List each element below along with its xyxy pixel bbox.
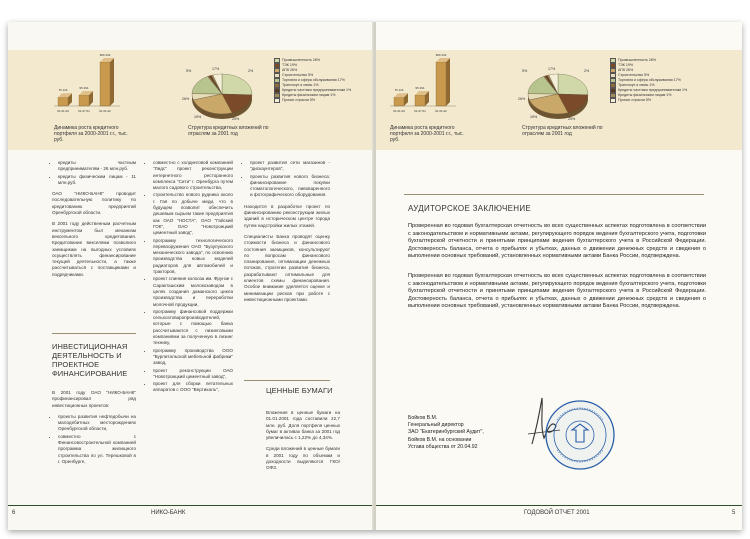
list-item: • программу производства ООО "Бурлитальской мебельной фабрики" завод, xyxy=(153,348,233,367)
investment-list xyxy=(52,414,136,465)
paragraph: Специалисты Банка проводят оценку стоимости бизнеса и финансового состояния заемщиков, консультируют по вопросам финансового планирования, оптимизации денежных потоков, стратегии развития бизнеса, разрабатывают оптимальные для клиентов схемы финансирования. Особое внимание уделяется оценке и минимизации рисков при работе с инвестиционными проектами. xyxy=(244,233,330,302)
paragraph: Среди вложений в ценные бумаги в 2001 году по объемам и доходности выделяются ГКО/ОФЗ. xyxy=(266,446,340,471)
legend-label: ТЭК 19% xyxy=(282,63,298,67)
left-page xyxy=(8,22,374,530)
right-page xyxy=(376,22,742,530)
paragraph: ОАО "НИКО-БАНК" проводит последовательную политику по кредитованию предприятий Оренбургской области. xyxy=(52,191,136,216)
pie-percent-label: 25% xyxy=(232,117,240,121)
pie-percent-label: 2% xyxy=(248,69,254,73)
legend-swatch xyxy=(274,98,280,103)
legend-label: Торговля и сфера обслуживания 17% xyxy=(282,78,345,82)
signer-name: Бойков В.М. xyxy=(408,415,438,421)
legend-label: Кредиты частным предпринимателям 1% xyxy=(618,88,688,92)
pie-percent-label: 17% xyxy=(212,67,220,71)
list-item: • проект развития сети магазинов - "дискаунтеров", xyxy=(250,160,330,173)
signature-block xyxy=(408,415,528,451)
legend-item xyxy=(610,98,687,103)
paragraph: Вложения в ценные бумаги на 01.01.2001 года составили 22,7 млн. руб. Доля портфеля ценных бумаг в активах банка за 2001 год увеличилась с 1,22% до 4,34%. xyxy=(266,410,340,441)
bar-side xyxy=(110,58,114,106)
auditor-stamp xyxy=(543,398,617,472)
left-column-3 xyxy=(244,160,330,308)
industry-pie-chart xyxy=(178,66,266,126)
list-item: • проекты развития нефтедобычи на малодебитных месторождениях Оренбургской области, xyxy=(58,414,136,433)
pie-percent-label: 17% xyxy=(548,67,556,71)
list-item: • программу технологического перевооружения ОАО "Бузулукского механического завода", по освоению производства новых моделей радиаторов для автомобилей и тракторов, xyxy=(153,238,233,276)
section-title-investment: ИНВЕСТИЦИОННАЯ ДЕЯТЕЛЬНОСТЬ И ПРОЕКТНОЕ ФИНАНСИРОВАНИЕ xyxy=(52,342,128,378)
list-item: • проекты развития нового бизнеса: финансирование покупки стоматологического, пивоваренного и фотографического оборудования. xyxy=(250,174,330,199)
section-rule xyxy=(404,194,704,195)
list-item: • проект для сборки летательных аппаратов с ООО "Вертикаль", xyxy=(153,381,233,394)
projects-list-continued xyxy=(244,160,330,199)
legend-label: Промышленность 26% xyxy=(282,58,321,62)
page-number: 6 xyxy=(12,510,16,516)
paragraph: Находится в разработке проект по финансированию реконструкции жилых зданий в историческом центре города путем надстройки жилых этажей. xyxy=(244,203,330,228)
left-column-3-lower xyxy=(266,410,340,477)
paragraph: В 2001 году действенным расчетным инструментом был механизм вексельного кредитования. Кредитование векселями позволило заемщикам на выгодных условиях осуществлять финансирование текущей деятельности, а также рассчитываться с поставщиками и подрядчиками. xyxy=(52,221,136,277)
left-column-2 xyxy=(147,160,233,399)
page-number: 5 xyxy=(732,510,736,516)
pie-percent-label: 26% xyxy=(518,97,526,101)
bar xyxy=(415,95,425,106)
footer-title: ГОДОВОЙ ОТЧЕТ 2001 xyxy=(524,510,590,516)
bar-category-label: 01.01.02 xyxy=(435,109,447,113)
left-column-1-lower xyxy=(52,390,136,470)
legend-label: Прочие отрасли 5% xyxy=(282,98,316,102)
credit-portfolio-bar-chart xyxy=(388,54,458,118)
left-column-1 xyxy=(52,160,136,283)
signer-charter: Устава общества от 20.04.92 xyxy=(408,443,478,450)
signer-title: Генеральный директор xyxy=(408,422,464,429)
pie-percent-label: 5% xyxy=(186,69,192,73)
signer-basis: Бойков В.М. на основании xyxy=(408,436,472,443)
section-title-securities: ЦЕННЫЕ БУМАГИ xyxy=(266,386,333,395)
list-item: • кредиты физическим лицам - 11 млн.руб. xyxy=(58,174,136,187)
pie-legend xyxy=(274,58,351,103)
credit-portfolio-bar-chart xyxy=(52,54,122,118)
list-item: • совместно с холдинговой компанией "Лидс" проект реконструкции интернетного ресторанного комплекса "Сити" г. Оренбурга путем малого садового строительства, xyxy=(153,160,233,191)
pie-percent-label: 19% xyxy=(194,115,202,119)
legend-label: Кредиты физическим лицам 1% xyxy=(282,93,336,97)
projects-list xyxy=(147,160,233,394)
bar xyxy=(100,62,110,106)
bar-value-label: 95 261 xyxy=(415,85,425,90)
bar-category-label: 01.01.00 xyxy=(57,109,69,113)
bar-value-label: 380 434 xyxy=(99,54,111,57)
legend-item xyxy=(274,98,351,103)
bar-value-label: 380 434 xyxy=(435,54,447,57)
legend-label: Прочие отрасли 5% xyxy=(618,98,652,102)
bar xyxy=(436,62,446,106)
pie-chart-caption: Структура кредитных вложений по отраслям за 2001 год xyxy=(522,125,603,137)
paragraph: В 2001 году ОАО "НИКО-БАНК" профинансировал ряд инвестиционных проектов: xyxy=(52,390,136,408)
intro-list xyxy=(52,160,136,186)
bar-value-label: 76 116 xyxy=(58,88,68,93)
list-item: • программу финансовой поддержки сельхозтоваропроизводителей, которые с помощью банка рассчитываются с лизинговыми компаниями за полученную в лизинг технику, xyxy=(153,309,233,347)
magazine-spread xyxy=(8,22,742,530)
bar-category-label: 01.01.02 xyxy=(99,109,111,113)
list-item: • строительство нового рудника около г. Гая по добыче меди, что в будущем позволит обеспечить дешевым сырьем такие предприятия как ОАО "НОСТА", ОАО "Гайский ГОК", ОАО "Новотроицкий цементный завод", xyxy=(153,192,233,236)
signer-company: ЗАО "Екатеринбургский Аудит", xyxy=(408,429,484,436)
list-item: • проект слияния колхоза им. Фрунзе с Саракташским молокозаводом в целях создания даманского цикла производства и переработки молочной продукции, xyxy=(153,276,233,307)
legend-label: Транспорт и связь 1% xyxy=(282,83,319,87)
section-rule xyxy=(52,333,136,334)
legend-label: АПК 26% xyxy=(618,68,634,72)
bar-side xyxy=(446,58,450,106)
bar-chart-caption: Динамика роста кредитного портфеля за 2000-2001 г.г., тыс. руб. xyxy=(390,125,464,143)
bar-category-label: 01.01.00 xyxy=(393,109,405,113)
legend-label: ТЭК 19% xyxy=(618,63,634,67)
section-rule xyxy=(244,380,330,381)
pie-percent-label: 2% xyxy=(584,69,590,73)
bar xyxy=(58,97,68,106)
paragraph: Проверенная во годовая бухгалтерская отчетность во всех существенных аспектах подготовлена в соответствии с законодательством и нормативными актами, регулирующего порядок ведения бухгалтерского учета, подготовки бухгалтерской отчетности и принятыми принципами ведения бухгалтерского учета в Российской Федерации. Достоверность баланса, отчета о прибылях и убытках, данных о движении денежных средств и сведения о выполнении основных требований, установленных нормативными актами Банка России, подтверждена. xyxy=(408,272,706,310)
audit-text xyxy=(408,223,706,323)
legend-label: Торговля и сфера обслуживания 17% xyxy=(618,78,681,82)
pie-chart-caption: Структура кредитных вложений по отраслям за 2001 год xyxy=(188,125,269,137)
paragraph: Проверенная во годовая бухгалтерская отчетность во всех существенных аспектах подготовлена в соответствии с законодательством и нормативными актами, регулирующего порядок ведения бухгалтерского учета, подготовки бухгалтерской отчетности и принятыми принципами ведения бухгалтерского учета в Российской Федерации. Достоверность баланса, отчета о прибылях и убытках, данных о движении денежных средств и сведения о выполнении основных требований, установленных нормативными актами Банка России, подтверждена. xyxy=(408,223,706,260)
footer-rule xyxy=(376,505,742,506)
list-item: • кредиты частным предпринимателям - 26 млн.руб. xyxy=(58,160,136,173)
legend-label: Транспорт и связь 1% xyxy=(618,83,655,87)
bar-value-label: 76 116 xyxy=(394,88,404,93)
pie-percent-label: 25% xyxy=(568,117,576,121)
legend-label: Промышленность 26% xyxy=(618,58,657,62)
footer-title: НИКО-БАНК xyxy=(151,510,186,516)
pie-slice xyxy=(558,74,588,95)
pie-slice xyxy=(222,74,252,95)
legend-label: АПК 26% xyxy=(282,68,298,72)
footer-rule xyxy=(8,505,374,506)
legend-label: Кредиты физическим лицам 1% xyxy=(618,93,672,97)
list-item: • проект реконструкции ОАО "Новотроицкий цементный завод", xyxy=(153,368,233,381)
list-item: • совместно с Финансовостроительной компанией программа жилищного строительства по ул. Терешковой в г. Оренбурге, xyxy=(58,434,136,465)
bar xyxy=(394,97,404,106)
legend-swatch xyxy=(610,98,616,103)
audit-title: АУДИТОРСКОЕ ЗАКЛЮЧЕНИЕ xyxy=(408,204,532,213)
bar-chart-caption: Динамика роста кредитного портфеля за 2000-2001 г.г., тыс. руб. xyxy=(54,125,128,143)
bar xyxy=(79,95,89,106)
pie-percent-label: 5% xyxy=(522,69,528,73)
pie-percent-label: 26% xyxy=(182,97,190,101)
bar-value-label: 95 261 xyxy=(79,85,89,90)
industry-pie-chart xyxy=(514,66,602,126)
pie-legend xyxy=(610,58,687,103)
pie-percent-label: 19% xyxy=(530,115,538,119)
bar-category-label: 01.07.01 xyxy=(78,109,90,113)
legend-label: Строительство 5% xyxy=(618,73,650,77)
legend-label: Кредиты частным предпринимателям 1% xyxy=(282,88,352,92)
bar-category-label: 01.07.01 xyxy=(414,109,426,113)
legend-label: Строительство 5% xyxy=(282,73,314,77)
